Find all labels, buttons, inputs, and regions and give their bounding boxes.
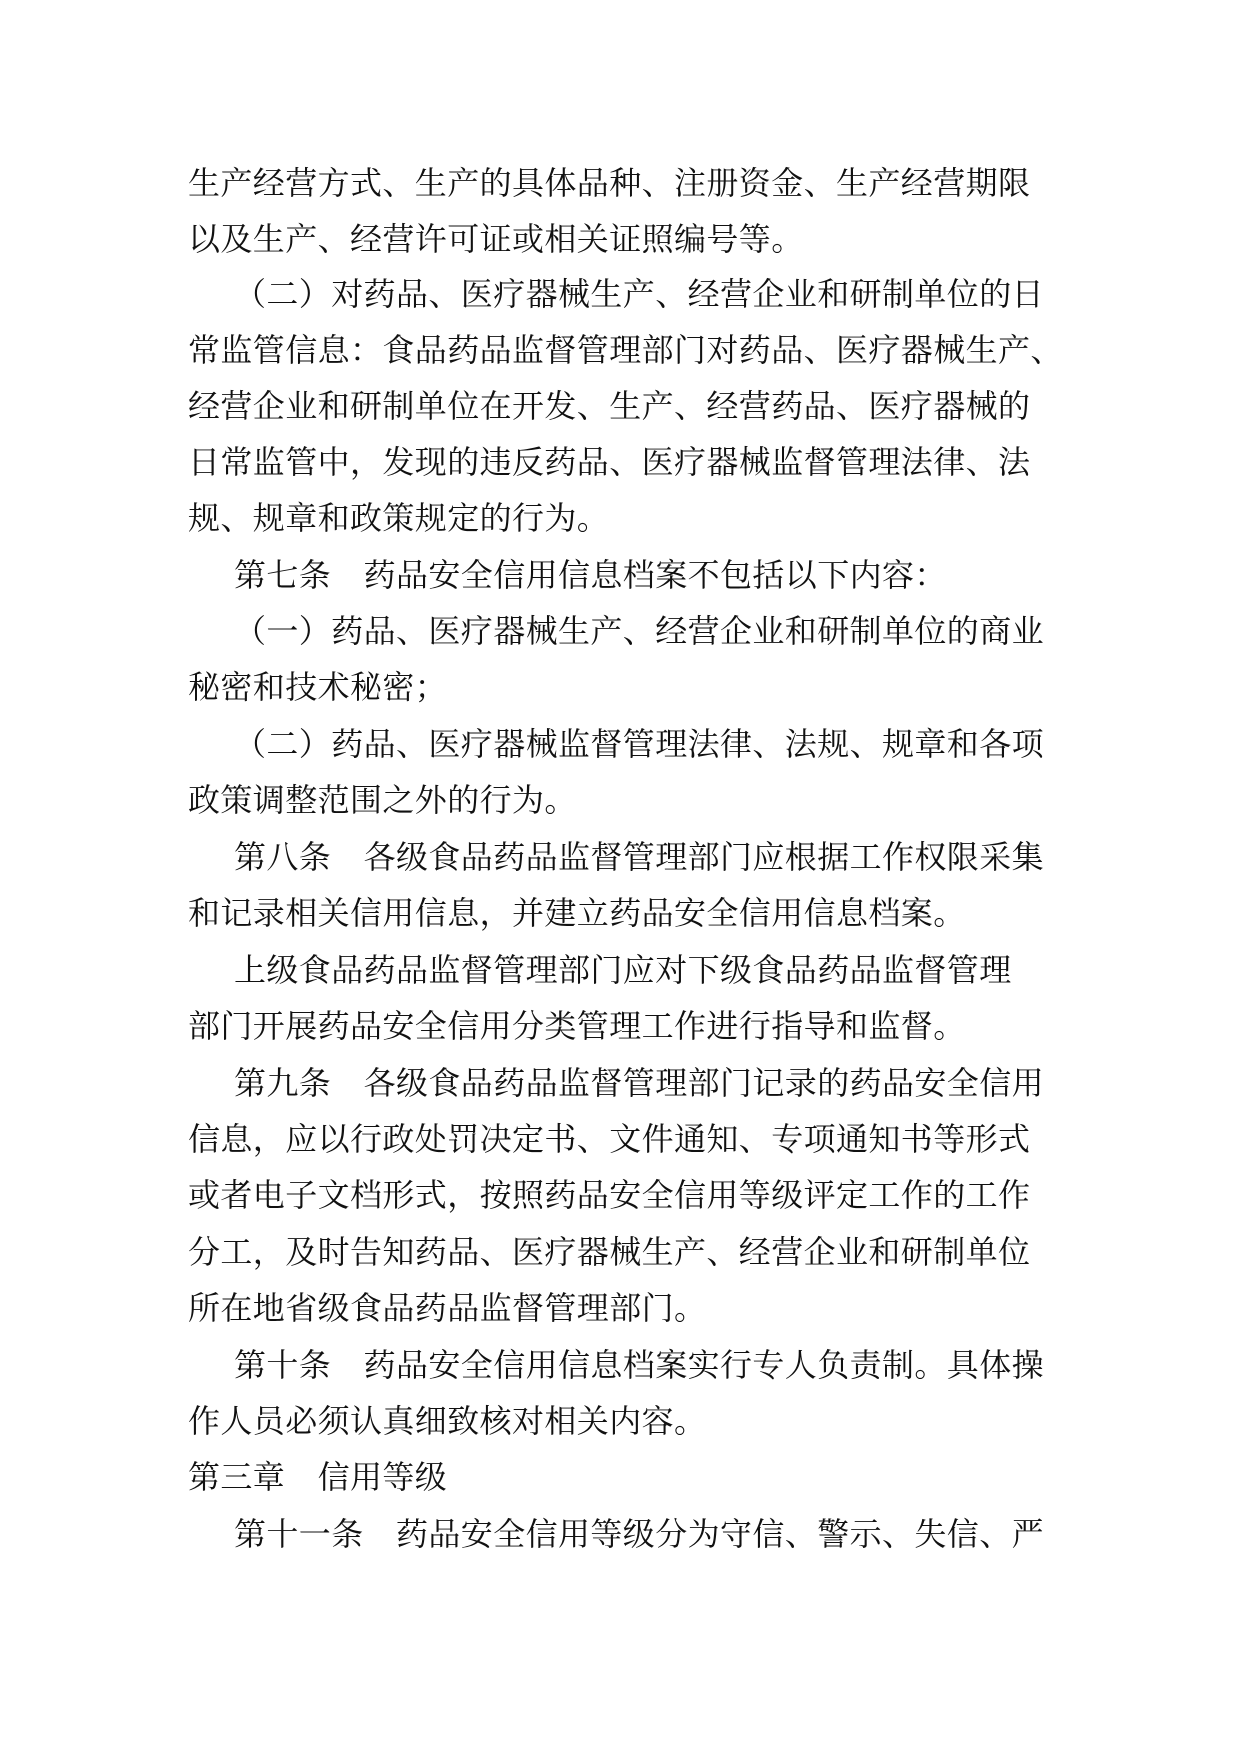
text-line-3: （二）对药品、医疗器械生产、经营企业和研制单位的日 [234,275,1045,313]
text-line-10: 秘密和技术秘密； [188,668,448,706]
text-line-15: 上级食品药品监督管理部门应对下级食品药品监督管理 [234,951,1012,989]
text-line-2: 以及生产、经营许可证或相关证照编号等。 [188,220,804,258]
article-11-line: 第十一条 药品安全信用等级分为守信、警示、失信、严 [234,1515,1045,1553]
text-line-20: 分工，及时告知药品、医疗器械生产、经营企业和研制单位 [188,1233,1031,1271]
text-line-6: 日常监管中，发现的违反药品、医疗器械监督管理法律、法 [188,443,1031,481]
text-line-18: 信息，应以行政处罚决定书、文件通知、专项通知书等形式 [188,1120,1031,1158]
article-9-line: 第九条 各级食品药品监督管理部门记录的药品安全信用 [234,1064,1045,1102]
article-8-line: 第八条 各级食品药品监督管理部门应根据工作权限采集 [234,838,1045,876]
text-line-14: 和记录相关信用信息，并建立药品安全信用信息档案。 [188,894,966,932]
text-line-9: （一）药品、医疗器械生产、经营企业和研制单位的商业 [234,612,1045,650]
text-line-1: 生产经营方式、生产的具体品种、注册资金、生产经营期限 [188,164,1031,202]
text-line-19: 或者电子文档形式，按照药品安全信用等级评定工作的工作 [188,1176,1031,1214]
article-10-line: 第十条 药品安全信用信息档案实行专人负责制。具体操 [234,1346,1045,1384]
text-line-12: 政策调整范围之外的行为。 [188,781,577,819]
text-line-4: 常监管信息：食品药品监督管理部门对药品、医疗器械生产、 [188,331,1063,369]
text-line-21: 所在地省级食品药品监督管理部门。 [188,1289,707,1327]
text-line-5: 经营企业和研制单位在开发、生产、经营药品、医疗器械的 [188,387,1031,425]
text-line-7: 规、规章和政策规定的行为。 [188,499,610,537]
chapter-3-heading: 第三章 信用等级 [188,1458,448,1496]
text-line-16: 部门开展药品安全信用分类管理工作进行指导和监督。 [188,1007,966,1045]
text-line-11: （二）药品、医疗器械监督管理法律、法规、规章和各项 [234,725,1045,763]
article-7-line: 第七条 药品安全信用信息档案不包括以下内容： [234,556,947,594]
text-line-23: 作人员必须认真细致核对相关内容。 [188,1402,707,1440]
